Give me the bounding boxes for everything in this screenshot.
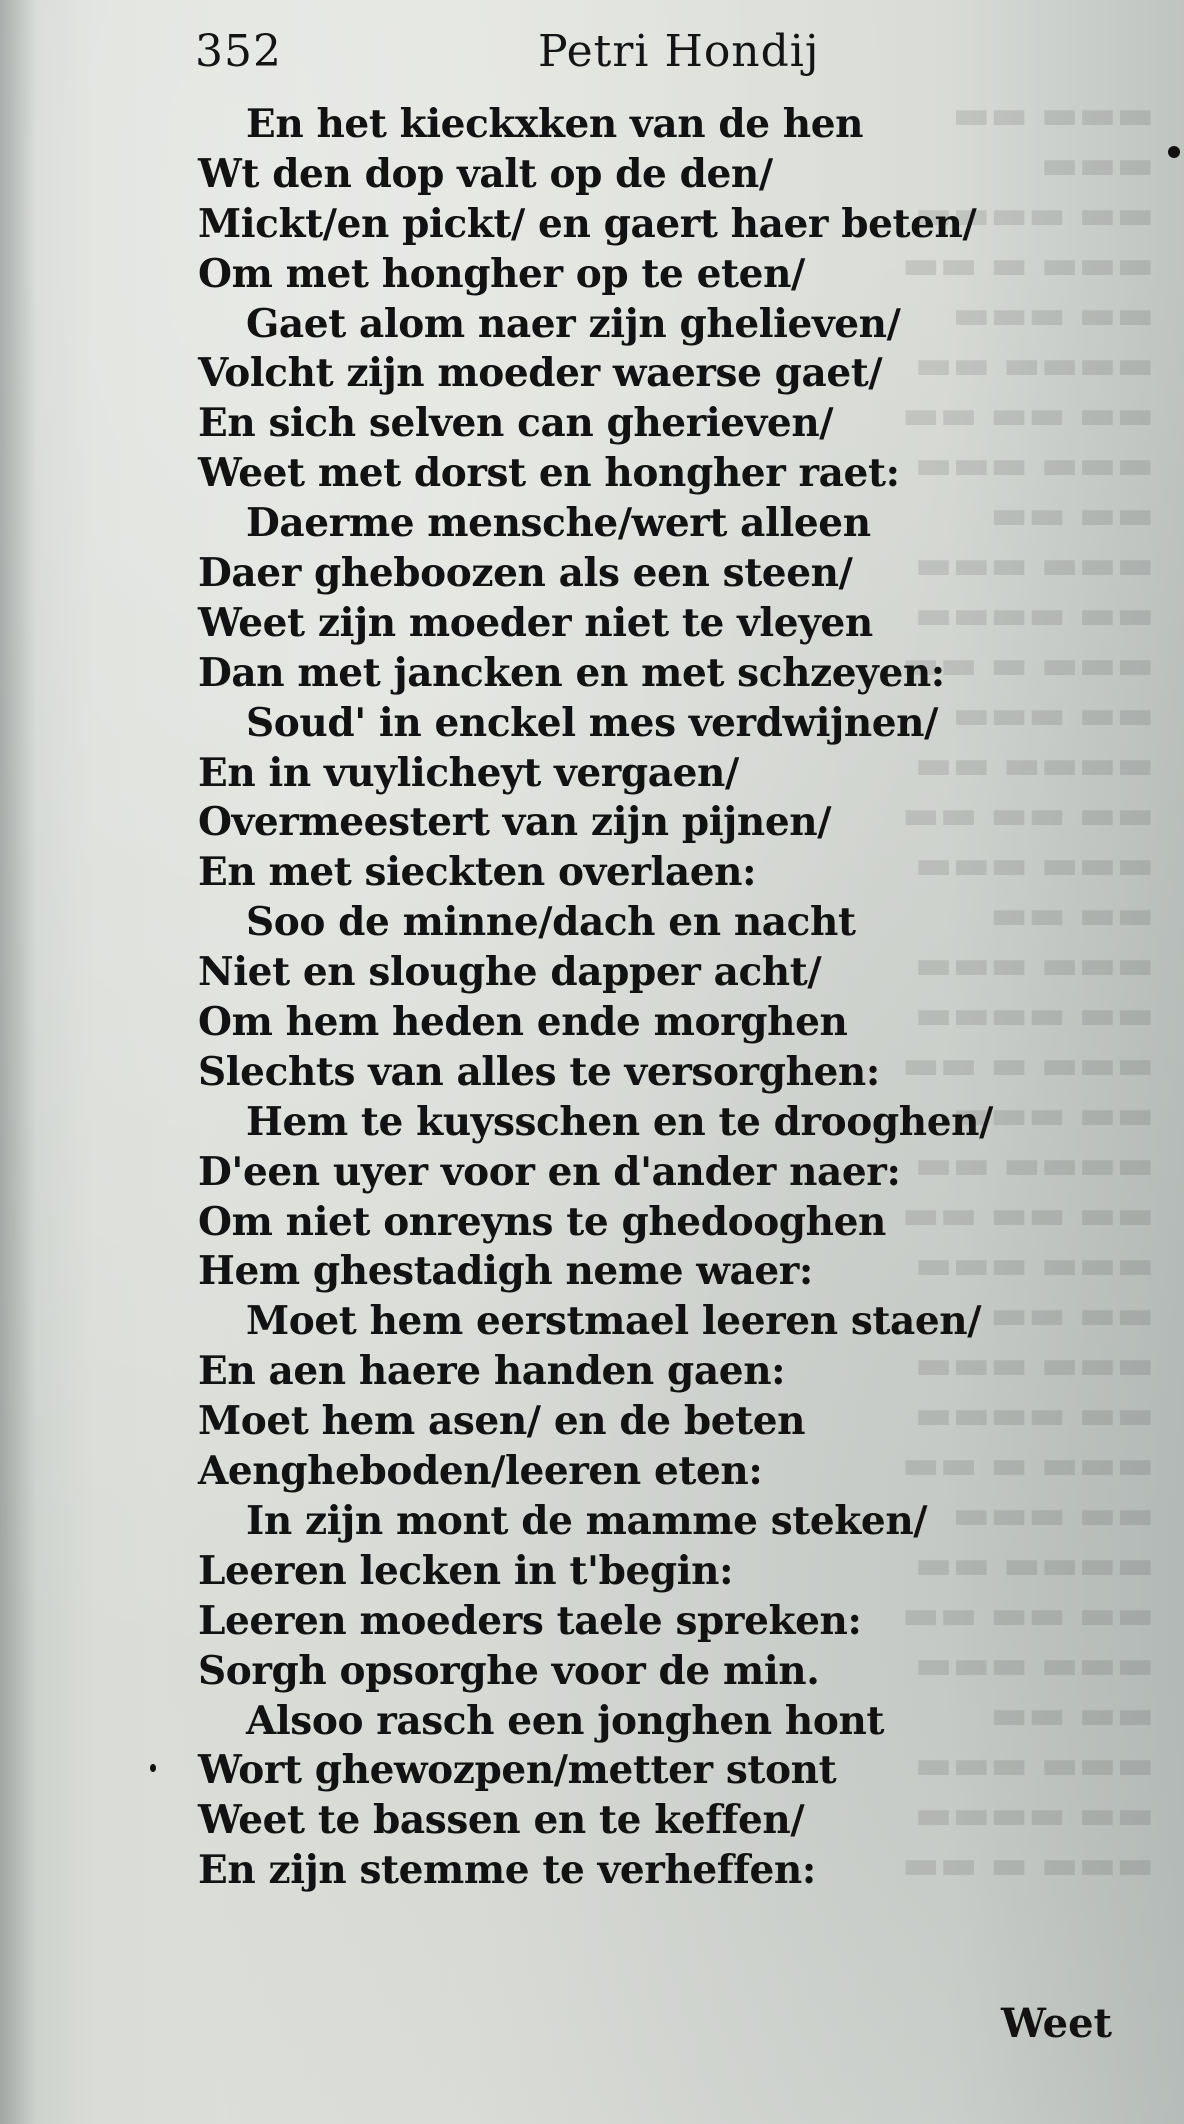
poem-line: En zijn stemme te verheffen: <box>198 1847 816 1894</box>
poem-line: Om hem heden ende morghen <box>198 999 848 1046</box>
poem-line: Sorgh opsorghe voor de min. <box>198 1647 820 1694</box>
poem-line: Slechts van alles te versorghen: <box>198 1048 880 1095</box>
poem-line: Om met hongher op te eten/ <box>198 250 805 297</box>
poem-line: Weet met dorst en hongher raet: <box>198 450 900 497</box>
show-through-texture: ▬▬▬ ▬▬ ▬▬▬ ▬▬ ▬▬▬▬ ▬▬▬ ▬ ▬▬ ▬▬ ▬▬▬ ▬▬▬▬ ▬▬ ▬▬ ▬▬ ▬▬ ▬▬▬ ▬▬▬ ▬▬ ▬▬ ▬▬▬ ▬▬▬ ▬▬ ▬▬▬▬ ▬▬▬ ▬ ▬▬ ▬▬ ▬▬▬ ▬▬▬▬ ▬▬ ▬▬ ▬▬ ▬▬ ▬▬▬ ▬▬▬ ▬▬ ▬▬ ▬▬▬ ▬▬▬ ▬▬ ▬▬▬▬ ▬▬▬ ▬ ▬▬ ▬▬ ▬▬▬ ▬▬▬▬ ▬▬ ▬▬ ▬▬ ▬▬ ▬▬▬ ▬▬▬ ▬▬ ▬▬ ▬▬▬ ▬▬▬ ▬▬ ▬▬▬▬ ▬▬▬ ▬ ▬▬ ▬▬ ▬▬▬ ▬▬▬▬ ▬▬ ▬▬ ▬▬ ▬▬ ▬▬▬ ▬▬▬ ▬▬ ▬▬ ▬▬▬ ▬▬▬ ▬▬ ▬▬▬▬ ▬▬▬ ▬ ▬▬ <box>901 92 1154 1888</box>
poem-line: Weet te bassen en te keffen/ <box>198 1797 805 1844</box>
poem-line: Dan met jancken en met schzeyen: <box>198 649 945 696</box>
poem-line: Aengheboden/leeren eten: <box>198 1448 763 1495</box>
poem-line: Mickt/en pickt/ en gaert haer beten/ <box>198 200 977 247</box>
poem-line: Daer gheboozen als een steen/ <box>198 550 853 597</box>
page-number: 352 <box>195 26 282 77</box>
poem-line: En in vuylicheyt vergaen/ <box>198 749 739 796</box>
poem-line: Daerme mensche/wert alleen <box>246 500 871 547</box>
poem-line: Overmeestert van zijn pijnen/ <box>198 799 832 846</box>
poem-line: Hem te kuysschen en te drooghen/ <box>246 1098 993 1145</box>
poem-line: Leeren moeders taele spreken: <box>198 1597 862 1644</box>
page-header <box>195 20 944 90</box>
poem-line: Soud' in enckel mes verdwijnen/ <box>246 699 938 746</box>
poem-line: Wort ghewozpen/metter stont <box>198 1747 837 1794</box>
poem-line: Wt den dop valt op de den/ <box>198 150 773 197</box>
poem-line: In zijn mont de mamme steken/ <box>246 1497 928 1544</box>
poem-line: Volcht zijn moeder waerse gaet/ <box>198 350 883 397</box>
poem-text <box>198 100 1098 1896</box>
poem-line: En met sieckten overlaen: <box>198 849 757 896</box>
poem-line: Weet zijn moeder niet te vleyen <box>198 599 873 646</box>
poem-line: Leeren lecken in t'begin: <box>198 1547 734 1594</box>
ink-mark <box>1168 146 1180 158</box>
poem-line: Moet hem asen/ en de beten <box>198 1398 806 1445</box>
poem-line: Soo de minne/dach en nacht <box>246 899 856 946</box>
poem-line: Gaet alom naer zijn ghelieven/ <box>246 300 901 347</box>
poem-line: Hem ghestadigh neme waer: <box>198 1248 813 1295</box>
running-head: Petri Hondij <box>538 26 820 77</box>
poem-line: En sich selven can gherieven/ <box>198 400 834 447</box>
poem-line: En het kieckxken van de hen <box>246 101 864 147</box>
poem-line: Niet en sloughe dapper acht/ <box>198 949 822 996</box>
catchword: Weet <box>1000 2000 1112 2047</box>
poem-line: Alsoo rasch een jonghen hont <box>246 1697 885 1744</box>
poem-line: Om niet onreyns te ghedooghen <box>198 1198 887 1245</box>
poem-line: En aen haere handen gaen: <box>198 1348 786 1395</box>
page-gutter-shadow <box>0 0 36 2124</box>
poem-line: D'een uyer voor en d'ander naer: <box>198 1148 901 1195</box>
ink-mark <box>150 1764 156 1772</box>
poem-line: Moet hem eerstmael leeren staen/ <box>246 1298 982 1345</box>
